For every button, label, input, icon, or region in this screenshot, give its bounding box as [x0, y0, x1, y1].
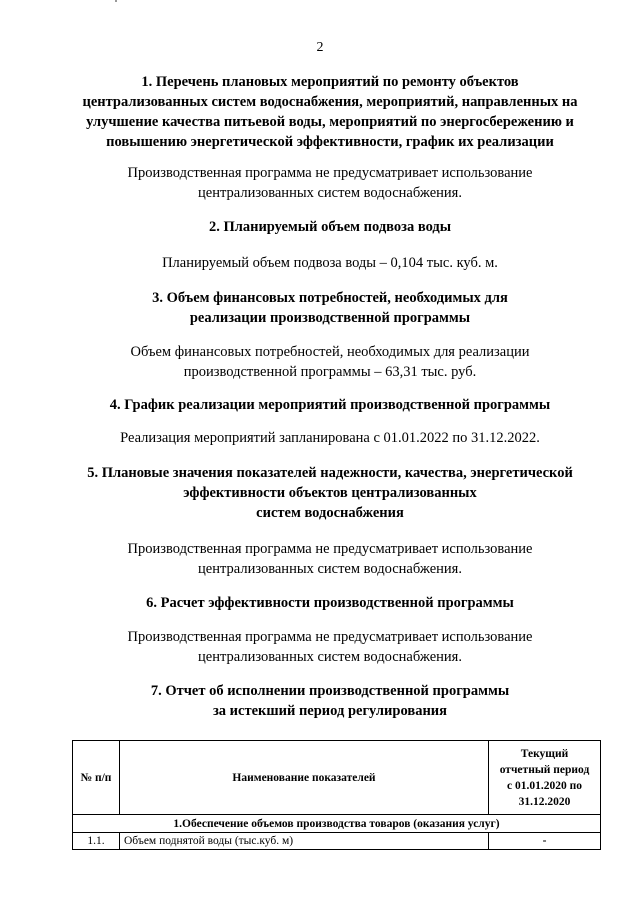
- section-6-text: Производственная программа не предусматривает использование централизованных систем водоснабжения.: [127, 629, 533, 665]
- section-2-heading: 2. Планируемый объем подвоза воды: [208, 219, 452, 235]
- section-5-text: Производственная программа не предусматривает использование централизованных систем водоснабжения.: [127, 541, 533, 577]
- section-5-heading: 5. Плановые значения показателей надежности, качества, энергетической эффективности объектов централизованных систем водоснабжения: [87, 465, 573, 521]
- section-4-text: Реализация мероприятий запланирована с 01.01.2022 по 31.12.2022.: [120, 430, 540, 446]
- section-1-heading: 1. Перечень плановых мероприятий по ремонту объектов централизованных систем водоснабжения, мероприятий, направленных на улучшение качества питьевой воды, мероприятий по энергосбережению и повышению энергетической эффективности, график их реализации: [82, 74, 578, 150]
- table-section-row: [73, 815, 601, 833]
- section-3-heading: 3. Объем финансовых потребностей, необходимых для реализации производственной программы: [152, 290, 508, 326]
- section-1-text: Производственная программа не предусматривает использование централизованных систем водоснабжения.: [127, 165, 533, 201]
- section-3-text: Объем финансовых потребностей, необходимых для реализации производственной программы – 63,31 тыс. руб.: [130, 344, 530, 380]
- section-4-heading: 4. График реализации мероприятий производственной программы: [109, 397, 551, 413]
- table-row: [73, 833, 601, 850]
- page-number: 2: [316, 40, 324, 55]
- header-num: № п/п: [73, 741, 120, 815]
- section-6-heading: 6. Расчет эффективности производственной программы: [146, 595, 514, 611]
- section-7-heading: 7. Отчет об исполнении производственной программы за истекший период регулирования: [150, 683, 510, 719]
- report-table: [72, 740, 601, 850]
- header-period: Текущий отчетный период с 01.01.2020 по 31.12.2020: [489, 741, 601, 815]
- row-name: Объем поднятой воды (тыс.куб. м): [120, 833, 489, 850]
- row-num: 1.1.: [73, 833, 120, 850]
- table-header-row: [73, 741, 601, 815]
- row-value: -: [489, 833, 601, 850]
- section-2-text: Планируемый объем подвоза воды – 0,104 тыс. куб. м.: [162, 255, 498, 271]
- section-row-label: 1.Обеспечение объемов производства товаров (оказания услуг): [73, 815, 601, 833]
- scan-mark: [115, 0, 117, 2]
- header-name: Наименование показателей: [120, 741, 489, 815]
